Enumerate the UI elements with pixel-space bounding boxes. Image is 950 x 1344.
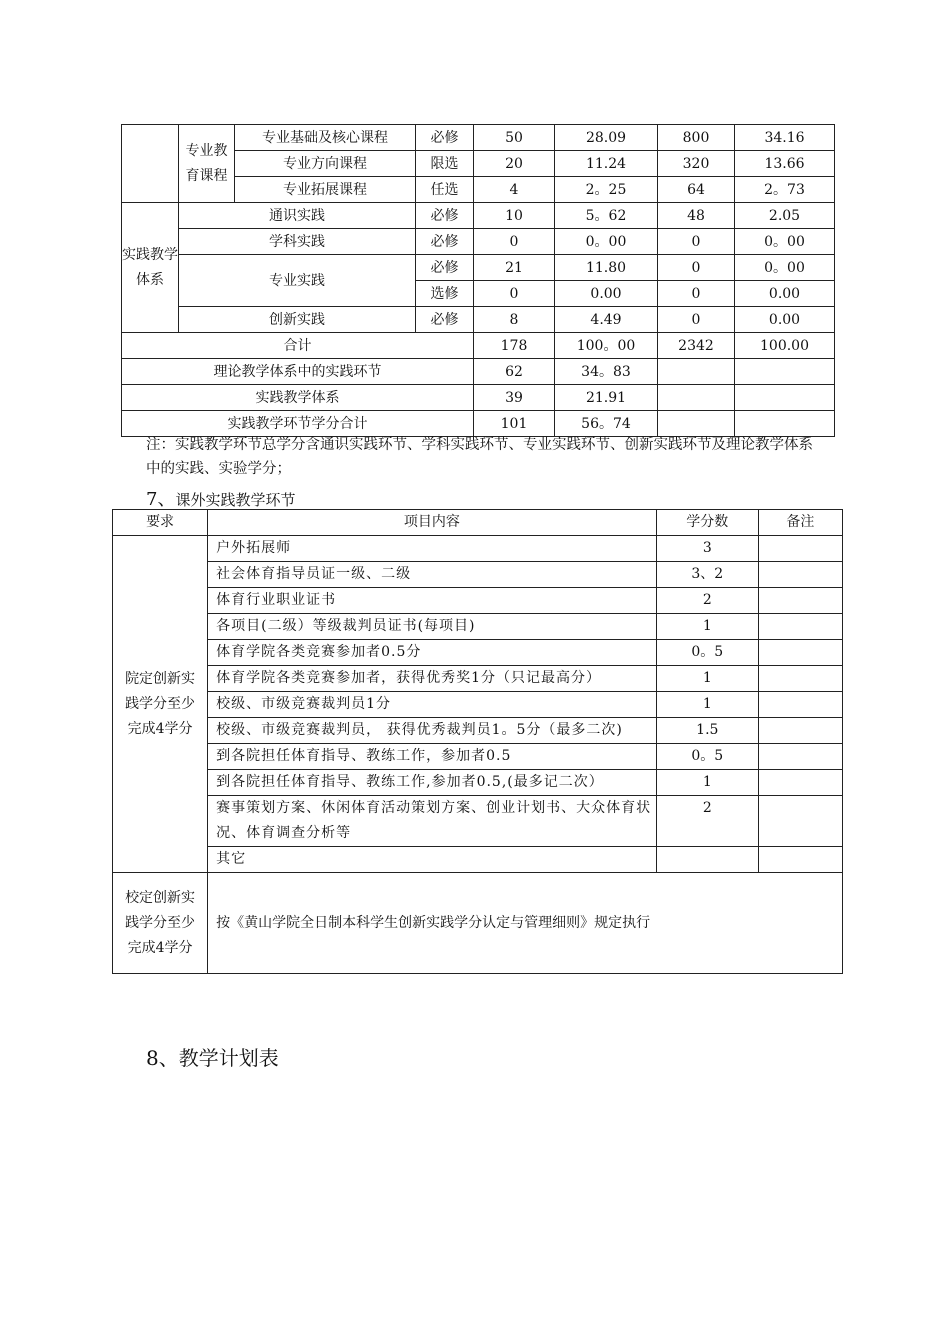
extracurricular-practice-table: [112, 509, 843, 974]
credits: 101: [474, 411, 555, 437]
item-credits: 2: [656, 588, 758, 614]
hour-pct: 100.00: [735, 333, 835, 359]
table-row: [113, 640, 843, 666]
credits: 8: [474, 307, 555, 333]
item-content: 到各院担任体育指导、教练工作,参加者0.5,(最多记二次）: [208, 770, 657, 796]
hours: 64: [658, 177, 735, 203]
item-credits: 1: [656, 614, 758, 640]
item-credits: 0。5: [656, 640, 758, 666]
blank-group-cell: [122, 125, 179, 203]
item-credits: 1.5: [656, 718, 758, 744]
course-type: 必修: [416, 307, 474, 333]
item-content: 赛事策划方案、休闲体育活动策划方案、创业计划书、大众体育状况、体育调查分析等: [208, 796, 657, 847]
item-credits: 1: [656, 770, 758, 796]
item-content: 社会体育指导员证一级、二级: [208, 562, 657, 588]
course-type: 必修: [416, 203, 474, 229]
credits: 10: [474, 203, 555, 229]
credits: 50: [474, 125, 555, 151]
table-note: 注：实践教学环节总学分含通识实践环节、学科实践环节、专业实践环节、创新实践环节及理论教学体系中的实践、实验学分；: [146, 437, 813, 477]
item-content: 校级、市级竞赛裁判员1分: [208, 692, 657, 718]
item-remarks: [758, 640, 842, 666]
section-8-heading: 8、教学计划表: [146, 1046, 279, 1070]
course-name: 专业基础及核心课程: [235, 125, 416, 151]
hours: 0: [658, 307, 735, 333]
item-content: 体育学院各类竞赛参加者，获得优秀奖1分（只记最高分）: [208, 666, 657, 692]
item-content: 其它: [208, 847, 657, 873]
total-row: [122, 333, 835, 359]
summary-row: [122, 385, 835, 411]
item-credits: 2: [656, 796, 758, 847]
credit-pct: 11.80: [555, 255, 658, 281]
hour-pct: 2.05: [735, 203, 835, 229]
credits: 39: [474, 385, 555, 411]
summary-row: [122, 359, 835, 385]
credit-pct: 2。25: [555, 177, 658, 203]
item-remarks: [758, 562, 842, 588]
summary-label: 理论教学体系中的实践环节: [122, 359, 474, 385]
hours: 0: [658, 229, 735, 255]
item-remarks: [758, 588, 842, 614]
table-row: [122, 307, 835, 333]
credit-pct: 0。00: [555, 229, 658, 255]
item-remarks: [758, 796, 842, 847]
item-remarks: [758, 718, 842, 744]
table-row: [113, 562, 843, 588]
credits: 62: [474, 359, 555, 385]
table-row: [113, 770, 843, 796]
credits: 21: [474, 255, 555, 281]
table-row: [113, 666, 843, 692]
credits: 0: [474, 281, 555, 307]
header-remarks: 备注: [758, 510, 842, 536]
empty-cell: [658, 385, 735, 411]
header-req: 要求: [113, 510, 208, 536]
course-type: 任选: [416, 177, 474, 203]
credit-pct: 4.49: [555, 307, 658, 333]
hours: 320: [658, 151, 735, 177]
course-type: 限选: [416, 151, 474, 177]
header-credits: 学分数: [656, 510, 758, 536]
credit-pct: 100。00: [555, 333, 658, 359]
course-name: 专业实践: [179, 255, 416, 307]
prof-group-label: 专业教育课程: [179, 125, 235, 203]
table-row: [113, 718, 843, 744]
header-content: 项目内容: [208, 510, 657, 536]
course-type: 必修: [416, 229, 474, 255]
practice-group-label: 实践教学体系: [122, 203, 179, 333]
course-type: 必修: [416, 255, 474, 281]
item-remarks: [758, 614, 842, 640]
item-remarks: [758, 770, 842, 796]
hour-pct: 2。73: [735, 177, 835, 203]
course-name: 创新实践: [179, 307, 416, 333]
item-content: 各项目(二级）等级裁判员证书(每项目): [208, 614, 657, 640]
credit-pct: 11.24: [555, 151, 658, 177]
college-requirement: 院定创新实践学分至少完成4学分: [113, 536, 208, 873]
total-label: 合计: [122, 333, 474, 359]
item-content: 到各院担任体育指导、教练工作，参加者0.5: [208, 744, 657, 770]
hours: 2342: [658, 333, 735, 359]
course-name: 专业方向课程: [235, 151, 416, 177]
hour-pct: 0。00: [735, 255, 835, 281]
summary-label: 实践教学环节学分合计: [122, 411, 474, 437]
empty-cell: [735, 359, 835, 385]
hours: 48: [658, 203, 735, 229]
section-7-heading: 7、课外实践教学环节: [146, 489, 296, 510]
table-row: [113, 744, 843, 770]
credit-distribution-table: [121, 124, 835, 437]
credits: 178: [474, 333, 555, 359]
course-name: 通识实践: [179, 203, 416, 229]
credits: 0: [474, 229, 555, 255]
credit-pct: 56。74: [555, 411, 658, 437]
item-remarks: [758, 692, 842, 718]
school-requirement: 校定创新实践学分至少完成4学分: [113, 873, 208, 974]
credit-pct: 0.00: [555, 281, 658, 307]
course-name: 学科实践: [179, 229, 416, 255]
credit-pct: 5。62: [555, 203, 658, 229]
hours: 0: [658, 255, 735, 281]
credits: 20: [474, 151, 555, 177]
table-row: [122, 255, 835, 281]
credit-pct: 21.91: [555, 385, 658, 411]
hour-pct: 13.66: [735, 151, 835, 177]
credit-pct: 28.09: [555, 125, 658, 151]
hour-pct: 0.00: [735, 307, 835, 333]
item-content: 校级、市级竞赛裁判员， 获得优秀裁判员1。5分（最多二次): [208, 718, 657, 744]
table-row: [113, 692, 843, 718]
course-type: 选修: [416, 281, 474, 307]
item-content: 体育学院各类竞赛参加者0.5分: [208, 640, 657, 666]
table-row: [113, 873, 843, 974]
table-row: [122, 125, 835, 151]
item-remarks: [758, 744, 842, 770]
item-credits: 0。5: [656, 744, 758, 770]
hours: 0: [658, 281, 735, 307]
item-content: 户外拓展师: [208, 536, 657, 562]
item-credits: 3: [656, 536, 758, 562]
empty-cell: [735, 385, 835, 411]
item-remarks: [758, 847, 842, 873]
table-row: [122, 203, 835, 229]
item-credits: [656, 847, 758, 873]
summary-label: 实践教学体系: [122, 385, 474, 411]
credit-pct: 34。83: [555, 359, 658, 385]
table-row: [113, 536, 843, 562]
table-row: [122, 229, 835, 255]
hour-pct: 0.00: [735, 281, 835, 307]
table-row: [113, 847, 843, 873]
table-row: [113, 796, 843, 847]
item-credits: 1: [656, 666, 758, 692]
empty-cell: [658, 359, 735, 385]
course-name: 专业拓展课程: [235, 177, 416, 203]
hours: 800: [658, 125, 735, 151]
item-credits: 1: [656, 692, 758, 718]
item-content: 体育行业职业证书: [208, 588, 657, 614]
table-row: [113, 614, 843, 640]
school-content: 按《黄山学院全日制本科学生创新实践学分认定与管理细则》规定执行: [208, 873, 843, 974]
credits: 4: [474, 177, 555, 203]
hour-pct: 34.16: [735, 125, 835, 151]
course-type: 必修: [416, 125, 474, 151]
table-row: [113, 588, 843, 614]
hour-pct: 0。00: [735, 229, 835, 255]
table-header-row: [113, 510, 843, 536]
item-remarks: [758, 666, 842, 692]
item-credits: 3、2: [656, 562, 758, 588]
item-remarks: [758, 536, 842, 562]
